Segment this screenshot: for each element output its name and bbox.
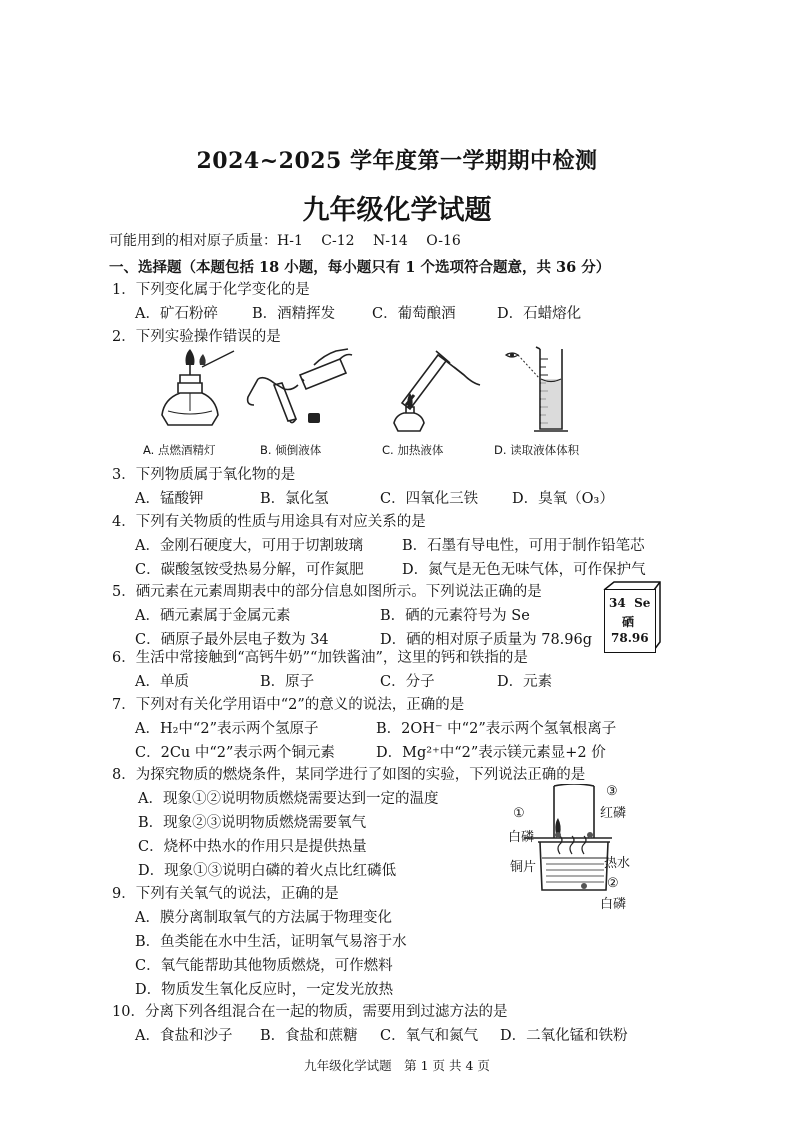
option: C．四氧化三铁 — [380, 491, 479, 507]
question-stem: 7．下列对有关化学用语中“2”的意义的说法，正确的是 — [112, 697, 465, 713]
question-stem: 8．为探究物质的燃烧条件，某同学进行了如图的实验，下列说法正确的是 — [112, 767, 586, 783]
question-stem: 1．下列变化属于化学变化的是 — [112, 282, 310, 298]
question-stem: 5．硒元素在元素周期表中的部分信息如图所示。下列说法正确的是 — [112, 584, 542, 600]
option: B．2OH⁻ 中“2”表示两个氢氧根离子 — [376, 721, 617, 737]
option: C．碳酸氢铵受热易分解，可作氮肥 — [135, 562, 364, 578]
option: D．Mg²⁺中“2”表示镁元素显+2 价 — [376, 745, 606, 761]
option: D．二氧化锰和铁粉 — [500, 1028, 628, 1044]
question-stem: 3．下列物质属于氧化物的是 — [112, 467, 296, 483]
label-2: ② — [607, 876, 619, 891]
page-footer: 九年级化学试题 第 1 页 共 4 页 — [304, 1058, 490, 1073]
option: D．现象①③说明白磷的着火点比红磷低 — [138, 863, 397, 879]
figure-caption-d: D. 读取液体体积 — [494, 443, 580, 457]
option: A．金刚石硬度大，可用于切割玻璃 — [135, 538, 363, 554]
selenium-element-card — [604, 589, 656, 653]
label-hot-water: 热水 — [604, 856, 631, 871]
figure-caption-c: C. 加热液体 — [382, 443, 444, 457]
option: C．葡萄酿酒 — [372, 306, 456, 322]
option: B．现象②③说明物质燃烧需要氧气 — [138, 815, 367, 831]
exam-title: 2024~2025 学年度第一学期期中检测 — [196, 148, 598, 174]
option: B．石墨有导电性，可用于制作铅笔芯 — [402, 538, 645, 554]
atomic-mass: 78.96 — [611, 631, 649, 645]
option: B．食盐和蔗糖 — [260, 1028, 358, 1044]
option: C．烧杯中热水的作用只是提供热量 — [138, 839, 367, 855]
option: D．硒的相对原子质量为 78.96g — [380, 632, 593, 648]
label-white-phosphorus-2: 白磷 — [600, 897, 627, 912]
label-3: ③ — [606, 784, 618, 799]
element-name: 硒 — [622, 615, 635, 629]
option: A．现象①②说明物质燃烧需要达到一定的温度 — [138, 791, 439, 807]
atomic-mass-note: 可能用到的相对原子质量：H-1 C-12 N-14 O-16 — [109, 233, 461, 249]
option: D．氮气是无色无味气体，可作保护气 — [402, 562, 646, 578]
option: B．氯化氢 — [260, 491, 329, 507]
option: B．酒精挥发 — [252, 306, 336, 322]
label-1: ① — [513, 806, 525, 821]
question-stem: 2．下列实验操作错误的是 — [112, 329, 281, 345]
label-copper-sheet: 铜片 — [510, 860, 537, 875]
label-red-phosphorus: 红磷 — [600, 806, 627, 821]
option: C．硒原子最外层电子数为 34 — [135, 632, 329, 648]
option: A．矿石粉碎 — [135, 306, 218, 322]
option: A．食盐和沙子 — [135, 1028, 233, 1044]
label-white-phosphorus-1: 白磷 — [508, 830, 535, 845]
question-stem: 10．分离下列各组混合在一起的物质，需要用到过滤方法的是 — [112, 1004, 508, 1020]
option: A．单质 — [135, 674, 189, 690]
option: C．分子 — [380, 674, 435, 690]
combustion-experiment-figure — [520, 784, 620, 896]
option: C．氧气能帮助其他物质燃烧，可作燃料 — [135, 958, 393, 974]
question-stem: 6．生活中常接触到“高钙牛奶”“加铁酱油”，这里的钙和铁指的是 — [112, 650, 528, 666]
option: B．硒的元素符号为 Se — [380, 608, 530, 624]
figure-reading-cylinder — [500, 345, 590, 437]
option: C．2Cu 中“2”表示两个铜元素 — [135, 745, 335, 761]
option: D．物质发生氧化反应时，一定发光放热 — [135, 982, 394, 998]
section-heading: 一、选择题（本题包括 18 小题，每小题只有 1 个选项符合题意，共 36 分） — [109, 259, 611, 276]
option: D．元素 — [497, 674, 553, 690]
figure-pouring-liquid — [244, 345, 354, 437]
option: D．石蜡熔化 — [497, 306, 582, 322]
question-stem: 4．下列有关物质的性质与用途具有对应关系的是 — [112, 514, 426, 530]
paper-subtitle: 九年级化学试题 — [302, 195, 492, 226]
figure-caption-b: B. 倾倒液体 — [260, 443, 322, 457]
question-stem: 9．下列有关氧气的说法，正确的是 — [112, 886, 339, 902]
option: B．原子 — [260, 674, 315, 690]
option: B．鱼类能在水中生活，证明氧气易溶于水 — [135, 934, 407, 950]
figure-heating-liquid — [380, 345, 490, 437]
option: A．锰酸钾 — [135, 491, 204, 507]
option: A．H₂中“2”表示两个氢原子 — [135, 721, 319, 737]
figure-caption-a: A. 点燃酒精灯 — [143, 443, 216, 457]
figure-alcohol-lamp — [150, 345, 240, 437]
option: C．氧气和氮气 — [380, 1028, 479, 1044]
atomic-number: 34 Se — [609, 596, 651, 610]
option: A．硒元素属于金属元素 — [135, 608, 291, 624]
option: A．膜分离制取氧气的方法属于物理变化 — [135, 910, 392, 926]
option: D．臭氧（O₃） — [512, 491, 614, 507]
